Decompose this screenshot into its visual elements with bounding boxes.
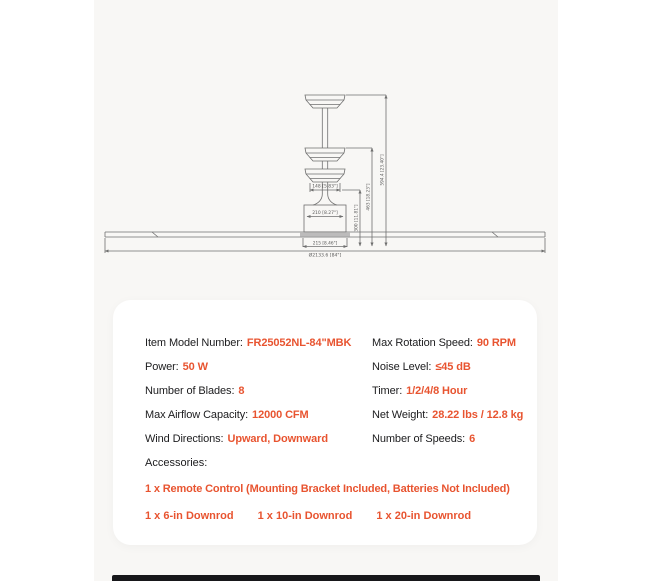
spec-noise-level <box>372 355 517 379</box>
spec-value: 90 RPM <box>476 337 516 349</box>
spec-wind-directions <box>145 427 372 451</box>
spec-label: Max Airflow Capacity: <box>145 409 249 421</box>
ceiling-canopy <box>305 95 345 108</box>
accessories-label: Accessories: <box>145 457 208 469</box>
spec-label: Net Weight: <box>372 409 429 421</box>
upper-motor-housing <box>305 169 345 182</box>
spec-row <box>145 331 517 355</box>
dim-label-motor-width: 210 [8.27"] <box>312 211 338 216</box>
spec-row <box>145 403 524 427</box>
spec-net-weight <box>372 403 523 427</box>
spec-value: FR25052NL-84"MBK <box>246 337 352 349</box>
spec-row <box>145 355 517 379</box>
spec-label: Number of Speeds: <box>372 433 466 445</box>
spec-value: Upward, Downward <box>227 433 328 445</box>
accessory-remote-control: 1 x Remote Control (Mounting Bracket Included, Batteries Not Included) <box>145 483 510 495</box>
spec-value: 1/2/4/8 Hour <box>406 385 468 397</box>
spec-row <box>145 379 517 403</box>
dim-label-lower-hub-width: 215 [8.46"] <box>312 241 338 247</box>
spec-timer <box>372 379 517 403</box>
spec-grid <box>145 331 524 451</box>
spec-label: Max Rotation Speed: <box>372 337 473 349</box>
downrod <box>322 108 327 148</box>
spec-label: Timer: <box>372 385 403 397</box>
spec-value: 12000 CFM <box>252 409 309 421</box>
spec-label: Item Model Number: <box>145 337 243 349</box>
spec-number-of-speeds <box>372 427 517 451</box>
fan-diagram <box>0 0 650 290</box>
motor-housing <box>304 205 346 232</box>
spec-label: Wind Directions: <box>145 433 224 445</box>
spec-card <box>113 300 537 545</box>
dim-label-height-motor: 300 [11.81"] <box>354 204 360 232</box>
spec-value: 6 <box>469 433 476 445</box>
spec-max-rotation-speed <box>372 331 517 355</box>
spec-value: 8 <box>238 385 245 397</box>
spec-label: Power: <box>145 361 179 373</box>
dim-label-blade-span: Ø2133.6 [84"] <box>308 253 342 259</box>
coupler-cover <box>305 148 345 169</box>
spec-value: ≤45 dB <box>435 361 471 373</box>
spec-label: Noise Level: <box>372 361 432 373</box>
spec-power <box>145 355 372 379</box>
spec-value: 28.22 lbs / 12.8 kg <box>432 409 524 421</box>
accessory-downrod-20in: 1 x 20-in Downrod <box>376 510 472 522</box>
dim-label-height-mid: 463 [18.23"] <box>366 183 372 211</box>
fan-blades <box>105 232 545 237</box>
accessory-downrod-6in: 1 x 6-in Downrod <box>145 510 234 522</box>
next-section-bar <box>112 575 540 581</box>
spec-label: Number of Blades: <box>145 385 235 397</box>
accessory-downrod-10in: 1 x 10-in Downrod <box>257 510 353 522</box>
spec-max-airflow <box>145 403 372 427</box>
dim-label-hub-width: 148 [5.83"] <box>312 184 338 190</box>
spec-number-of-blades <box>145 379 372 403</box>
spec-row <box>145 427 517 451</box>
spec-value: 50 W <box>182 361 208 373</box>
accessory-downrods <box>145 504 537 528</box>
dim-label-height-total: 594.4 [23.40"] <box>380 154 386 186</box>
spec-item-model-number <box>145 331 372 355</box>
